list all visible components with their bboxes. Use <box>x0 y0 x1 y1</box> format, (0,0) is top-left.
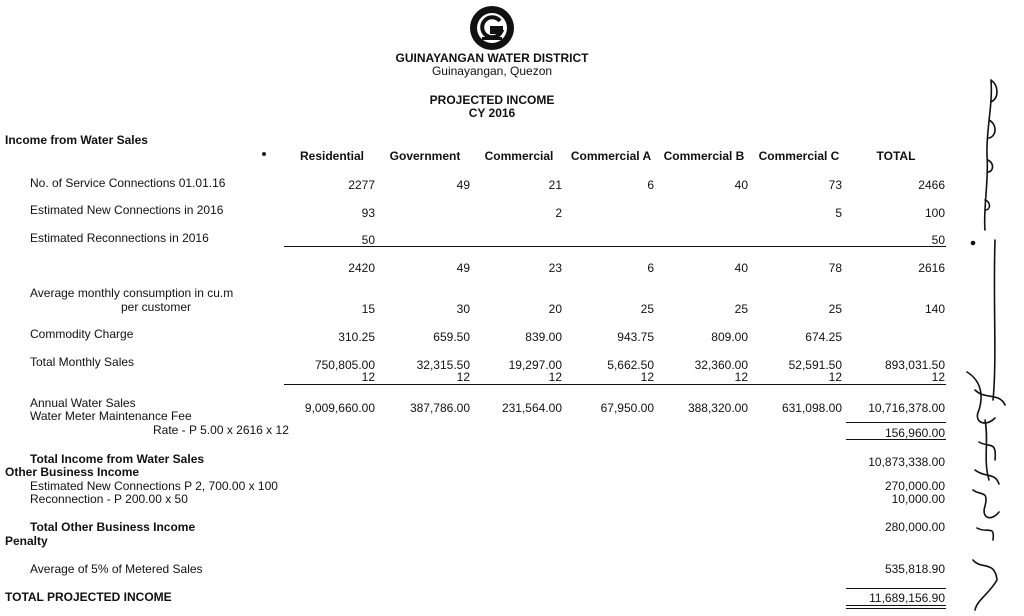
grand-total-top-rule <box>846 588 946 589</box>
cell: 25 <box>734 302 748 316</box>
cell: 52,591.50 <box>788 358 842 372</box>
total-water-value: 10,873,338.00 <box>868 455 945 469</box>
cell: 32,360.00 <box>694 358 748 372</box>
cell: 2 <box>555 206 562 220</box>
subtotal-rule <box>284 246 946 247</box>
total-other-value: 280,000.00 <box>884 520 945 534</box>
cell: 5 <box>835 206 842 220</box>
maintenance-value: 156,960.00 <box>884 426 945 440</box>
scan-speck <box>262 152 266 156</box>
cell: 674.25 <box>805 330 842 344</box>
cell: 40 <box>734 261 748 275</box>
cell: 50 <box>931 233 945 247</box>
maintenance-label: Water Meter Maintenance Fee <box>30 409 192 423</box>
other-income-item-value: 10,000.00 <box>891 492 945 506</box>
cell: 5,662.50 <box>607 358 654 372</box>
report-period: CY 2016 <box>468 106 516 120</box>
cell: 9,009,660.00 <box>304 401 375 415</box>
cell: 30 <box>456 302 470 316</box>
cell: 23 <box>548 261 562 275</box>
cell: 943.75 <box>617 330 654 344</box>
cell: 809.00 <box>711 330 748 344</box>
col-government: Government <box>389 149 461 163</box>
cell: 750,805.00 <box>314 358 375 372</box>
maintenance-bottom-rule <box>846 439 946 440</box>
cell: 388,320.00 <box>687 401 748 415</box>
report-title: PROJECTED INCOME <box>429 93 555 107</box>
cell: 6 <box>647 261 654 275</box>
grand-total-label: TOTAL PROJECTED INCOME <box>5 590 172 604</box>
col-commercial-c: Commercial C <box>758 149 840 163</box>
row-label-new-connections: Estimated New Connections in 2016 <box>30 203 224 217</box>
cell: 2466 <box>918 178 945 192</box>
maintenance-rate: Rate - P 5.00 x 2616 x 12 <box>153 423 289 437</box>
cell: 49 <box>456 261 470 275</box>
cell: 10,716,378.00 <box>868 401 945 415</box>
cell: 49 <box>456 178 470 192</box>
row-label-service-connections: No. of Service Connections 01.01.16 <box>30 176 226 190</box>
cell: 659.50 <box>433 330 470 344</box>
district-logo <box>468 4 516 52</box>
grand-total-value: 11,689,156.90 <box>869 591 945 605</box>
row-label-commodity-charge: Commodity Charge <box>30 327 134 341</box>
penalty-value: 535,818.90 <box>884 562 945 576</box>
cell: 839.00 <box>525 330 562 344</box>
cell: 25 <box>828 302 842 316</box>
cell: 2420 <box>348 261 375 275</box>
cell: 93 <box>361 206 375 220</box>
section-water-sales: Income from Water Sales <box>5 133 148 147</box>
cell: 2616 <box>918 261 945 275</box>
grand-total-double-rule-1 <box>846 605 946 606</box>
multiplier: 12 <box>361 370 375 384</box>
cell: 78 <box>828 261 842 275</box>
cell: 140 <box>924 302 945 316</box>
cell: 73 <box>828 178 842 192</box>
other-income-item: Reconnection - P 200.00 x 50 <box>30 492 188 506</box>
org-location: Guinayangan, Quezon <box>431 64 553 78</box>
other-income-heading: Other Business Income <box>5 465 140 479</box>
penalty-label: Average of 5% of Metered Sales <box>30 562 203 576</box>
col-commercial: Commercial <box>484 149 554 163</box>
multiplier: 12 <box>640 370 654 384</box>
cell: 25 <box>640 302 654 316</box>
other-income-item-value: 270,000.00 <box>884 479 945 493</box>
multiplier: 12 <box>456 370 470 384</box>
cell: 40 <box>734 178 748 192</box>
cell: 15 <box>361 302 375 316</box>
cell: 6 <box>647 178 654 192</box>
total-other-label: Total Other Business Income <box>30 520 196 534</box>
org-name: GUINAYANGAN WATER DISTRICT <box>395 51 589 65</box>
cell: 50 <box>361 233 375 247</box>
cell: 231,564.00 <box>501 401 562 415</box>
multiplier: 12 <box>548 370 562 384</box>
cell: 387,786.00 <box>409 401 470 415</box>
col-total: TOTAL <box>876 149 916 163</box>
cell: 67,950.00 <box>600 401 654 415</box>
annual-rule <box>284 384 946 385</box>
cell: 21 <box>548 178 562 192</box>
cell: 2277 <box>348 178 375 192</box>
row-label-reconnections: Estimated Reconnections in 2016 <box>30 231 209 245</box>
maintenance-top-rule <box>846 422 946 423</box>
handwritten-signatures <box>955 60 1024 616</box>
col-commercial-b: Commercial B <box>663 149 745 163</box>
penalty-heading: Penalty <box>5 534 48 548</box>
row-label-total-monthly-sales: Total Monthly Sales <box>30 355 135 369</box>
col-residential: Residential <box>299 149 365 163</box>
cell: 100 <box>924 206 945 220</box>
other-income-item: Estimated New Connections P 2, 700.00 x 100 <box>30 479 278 493</box>
cell: 893,031.50 <box>884 358 945 372</box>
cell: 19,297.00 <box>508 358 562 372</box>
multiplier: 12 <box>734 370 748 384</box>
total-water-label: Total Income from Water Sales <box>30 452 205 466</box>
cell: 631,098.00 <box>781 401 842 415</box>
multiplier: 12 <box>828 370 842 384</box>
row-label-avg-consumption: Average monthly consumption in cu.m <box>30 286 234 300</box>
row-label-per-customer: per customer <box>121 300 192 314</box>
cell: 20 <box>548 302 562 316</box>
col-commercial-a: Commercial A <box>570 149 652 163</box>
multiplier: 12 <box>931 370 945 384</box>
grand-total-double-rule-2 <box>846 608 946 609</box>
cell: 32,315.50 <box>416 358 470 372</box>
cell: 310.25 <box>338 330 375 344</box>
row-label-annual-water-sales: Annual Water Sales <box>30 396 136 410</box>
